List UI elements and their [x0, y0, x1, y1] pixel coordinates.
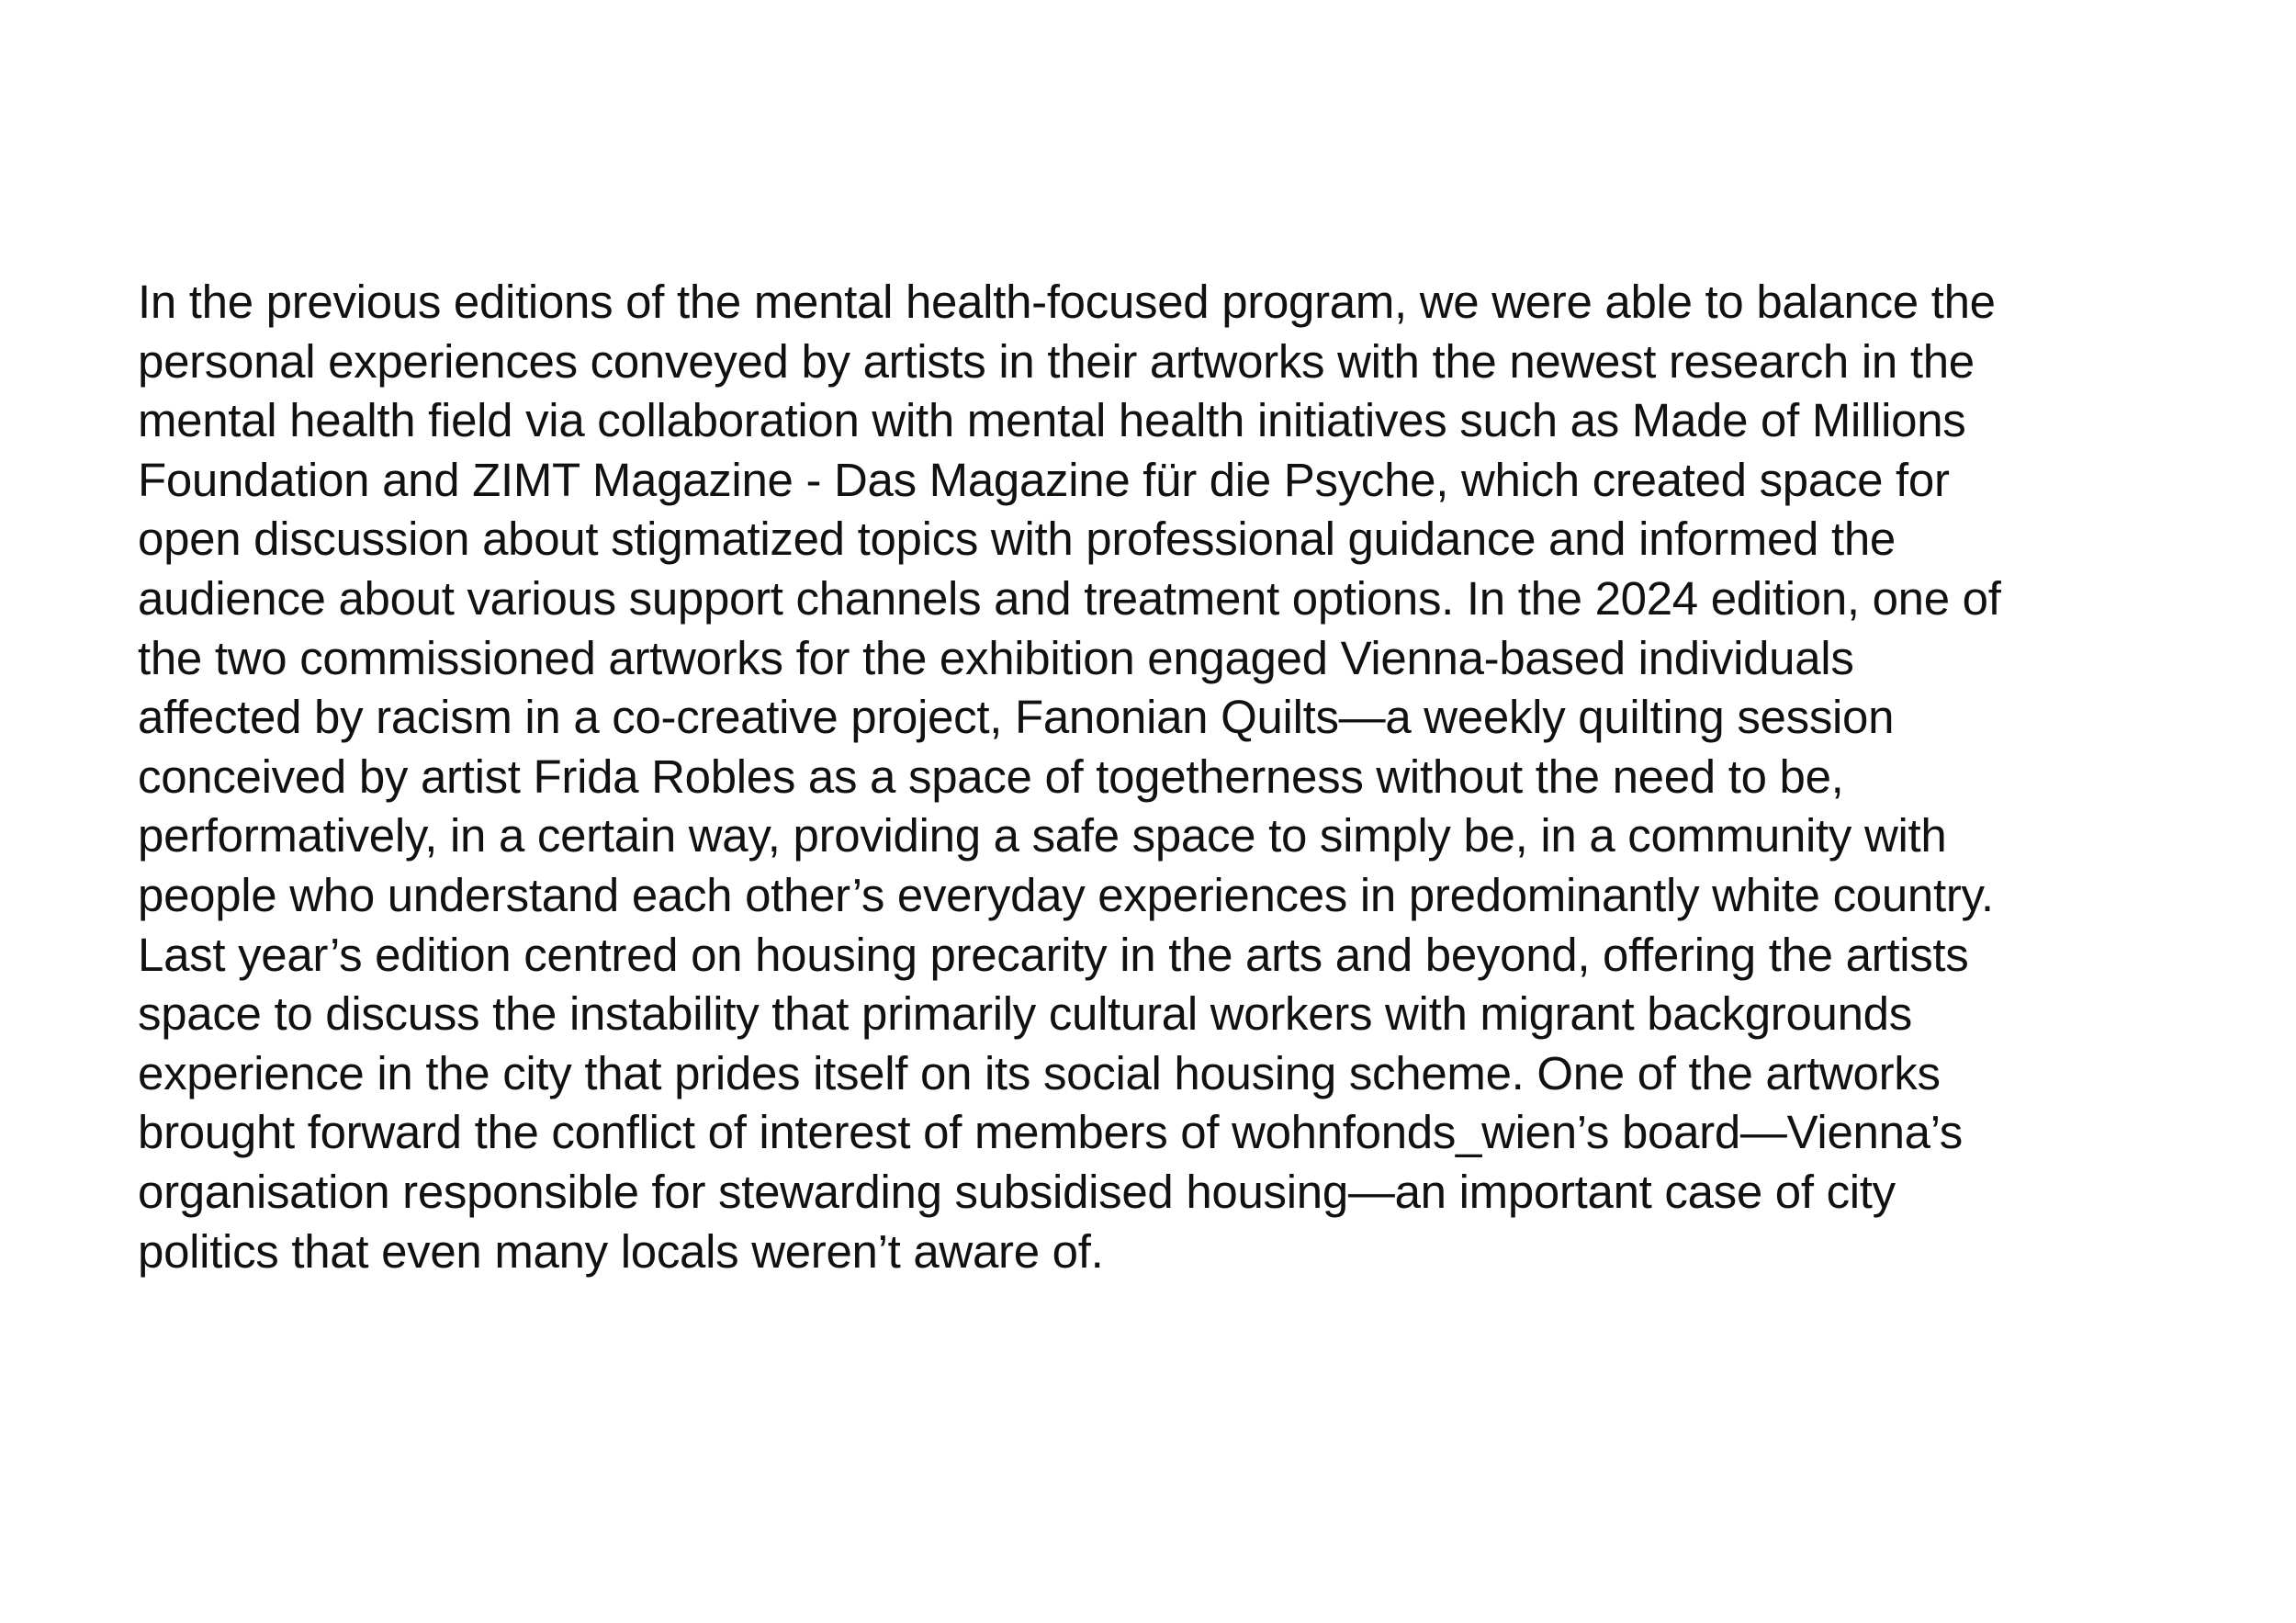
paragraph-line: space to discuss the instability that primarily cultural workers with migrant backgrounds	[138, 987, 1912, 1041]
body-paragraph	[138, 273, 2250, 1281]
paragraph-line: experience in the city that prides itself on its social housing scheme. One of the artworks	[138, 1046, 1941, 1099]
paragraph-line: brought forward the conflict of interest of members of wohnfonds_wien’s board—Vienna’s	[138, 1106, 1964, 1159]
paragraph-line: organisation responsible for stewarding subsidised housing—an important case of city	[138, 1165, 1896, 1218]
paragraph-line: affected by racism in a co-creative project, Fanonian Quilts—a weekly quilting session	[138, 691, 1895, 744]
paragraph-line: people who understand each other’s everyday experiences in predominantly white country.	[138, 868, 1994, 921]
paragraph-line: Last year’s edition centred on housing precarity in the arts and beyond, offering the artists	[138, 928, 1969, 981]
paragraph-line: audience about various support channels and treatment options. In the 2024 edition, one of	[138, 571, 2001, 625]
paragraph-line: conceived by artist Frida Robles as a space of togetherness without the need to be,	[138, 750, 1844, 803]
paragraph-line: Foundation and ZIMT Magazine - Das Magazine für die Psyche, which created space for	[138, 453, 1950, 506]
paragraph-line: open discussion about stigmatized topics with professional guidance and informed the	[138, 513, 1896, 566]
paragraph-line: performatively, in a certain way, providing a safe space to simply be, in a community with	[138, 809, 1947, 862]
paragraph-line: the two commissioned artworks for the exhibition engaged Vienna-based individuals	[138, 631, 1854, 684]
paragraph-line: politics that even many locals weren’t aware of.	[138, 1224, 1104, 1278]
paragraph-line: In the previous editions of the mental health-focused program, we were able to balance the	[138, 276, 1996, 328]
paragraph-line: mental health field via collaboration with mental health initiatives such as Made of Millions	[138, 394, 1966, 447]
paragraph-line: personal experiences conveyed by artists in their artworks with the newest research in the	[138, 334, 1975, 388]
